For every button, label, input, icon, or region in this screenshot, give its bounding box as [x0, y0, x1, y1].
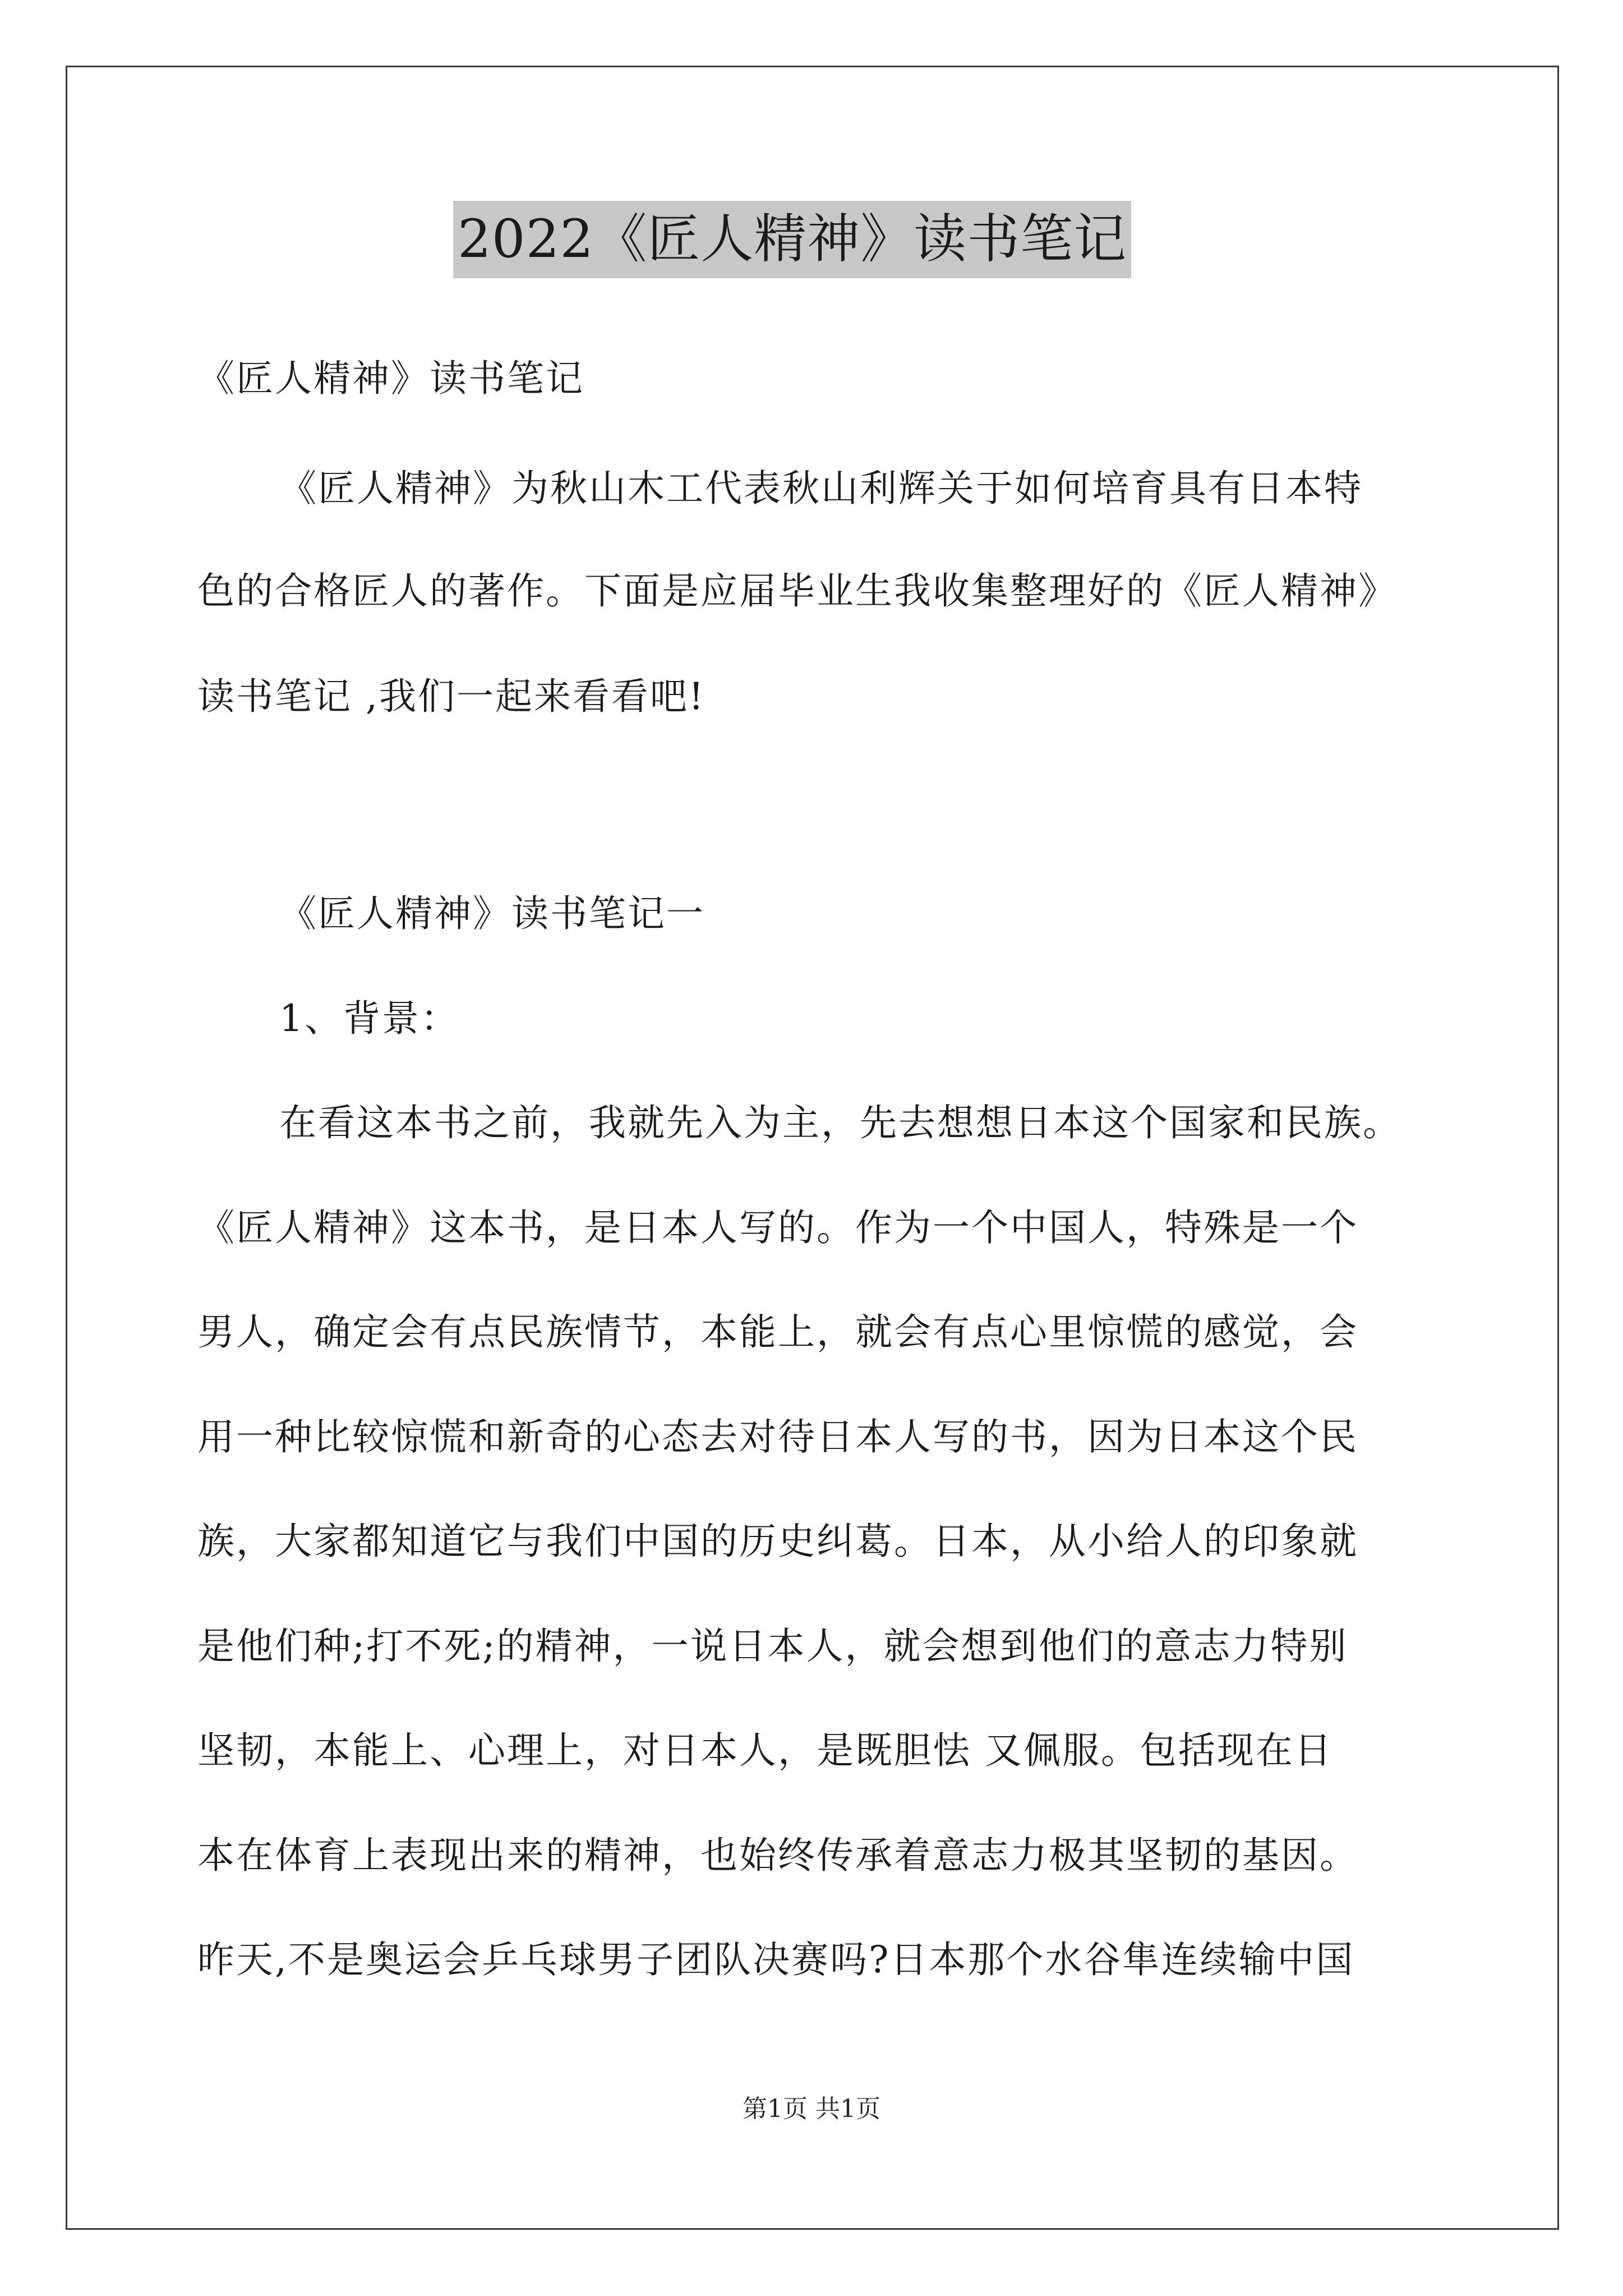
paragraph-line: 族，大家都知道它与我们中国的历史纠葛。日本，从小给人的印象就 — [197, 1520, 1358, 1563]
paragraph-line: 用一种比较惊慌和新奇的心态去对待日本人写的书，因为日本这个民 — [197, 1415, 1358, 1458]
paragraph-line: 《匠人精神》这本书，是日本人写的。作为一个中国人，特殊是一个 — [197, 1206, 1358, 1249]
section-heading: 《匠人精神》读书笔记一 — [279, 892, 705, 935]
paragraph-line: 读书笔记 ,我们一起来看看吧! — [197, 675, 706, 718]
paragraph-line: 在看这本书之前，我就先入为主，先去想想日本这个国家和民族。 — [279, 1101, 1401, 1144]
subtitle-line: 《匠人精神》读书笔记 — [197, 357, 584, 400]
paragraph-line: 色的合格匠人的著作。下面是应届毕业生我收集整理好的《匠人精神》 — [197, 569, 1397, 613]
paragraph-line: 坚韧，本能上、心理上，对日本人，是既胆怯 又佩服。包括现在日 — [197, 1729, 1333, 1772]
paragraph-line: 《匠人精神》为秋山木工代表秋山利辉关于如何培育具有日本特 — [279, 467, 1363, 510]
paragraph-line: 本在体育上表现出来的精神，也始终传承着意志力极其坚韧的基因。 — [197, 1834, 1358, 1877]
paragraph-line: 男人，确定会有点民族情节，本能上，就会有点心里惊慌的感觉，会 — [197, 1310, 1358, 1354]
page-footer: 第1页 共1页 — [743, 2095, 880, 2123]
paragraph-line: 是他们种;打不死;的精神，一说日本人，就会想到他们的意志力特别 — [197, 1625, 1348, 1668]
subsection-heading: 1、背景： — [279, 997, 459, 1040]
document-title: 2022《匠人精神》读书笔记 — [453, 201, 1131, 278]
paragraph-line: 昨天,不是奥运会乒乓球男子团队决赛吗?日本那个水谷隼连续输中国 — [197, 1938, 1355, 1981]
